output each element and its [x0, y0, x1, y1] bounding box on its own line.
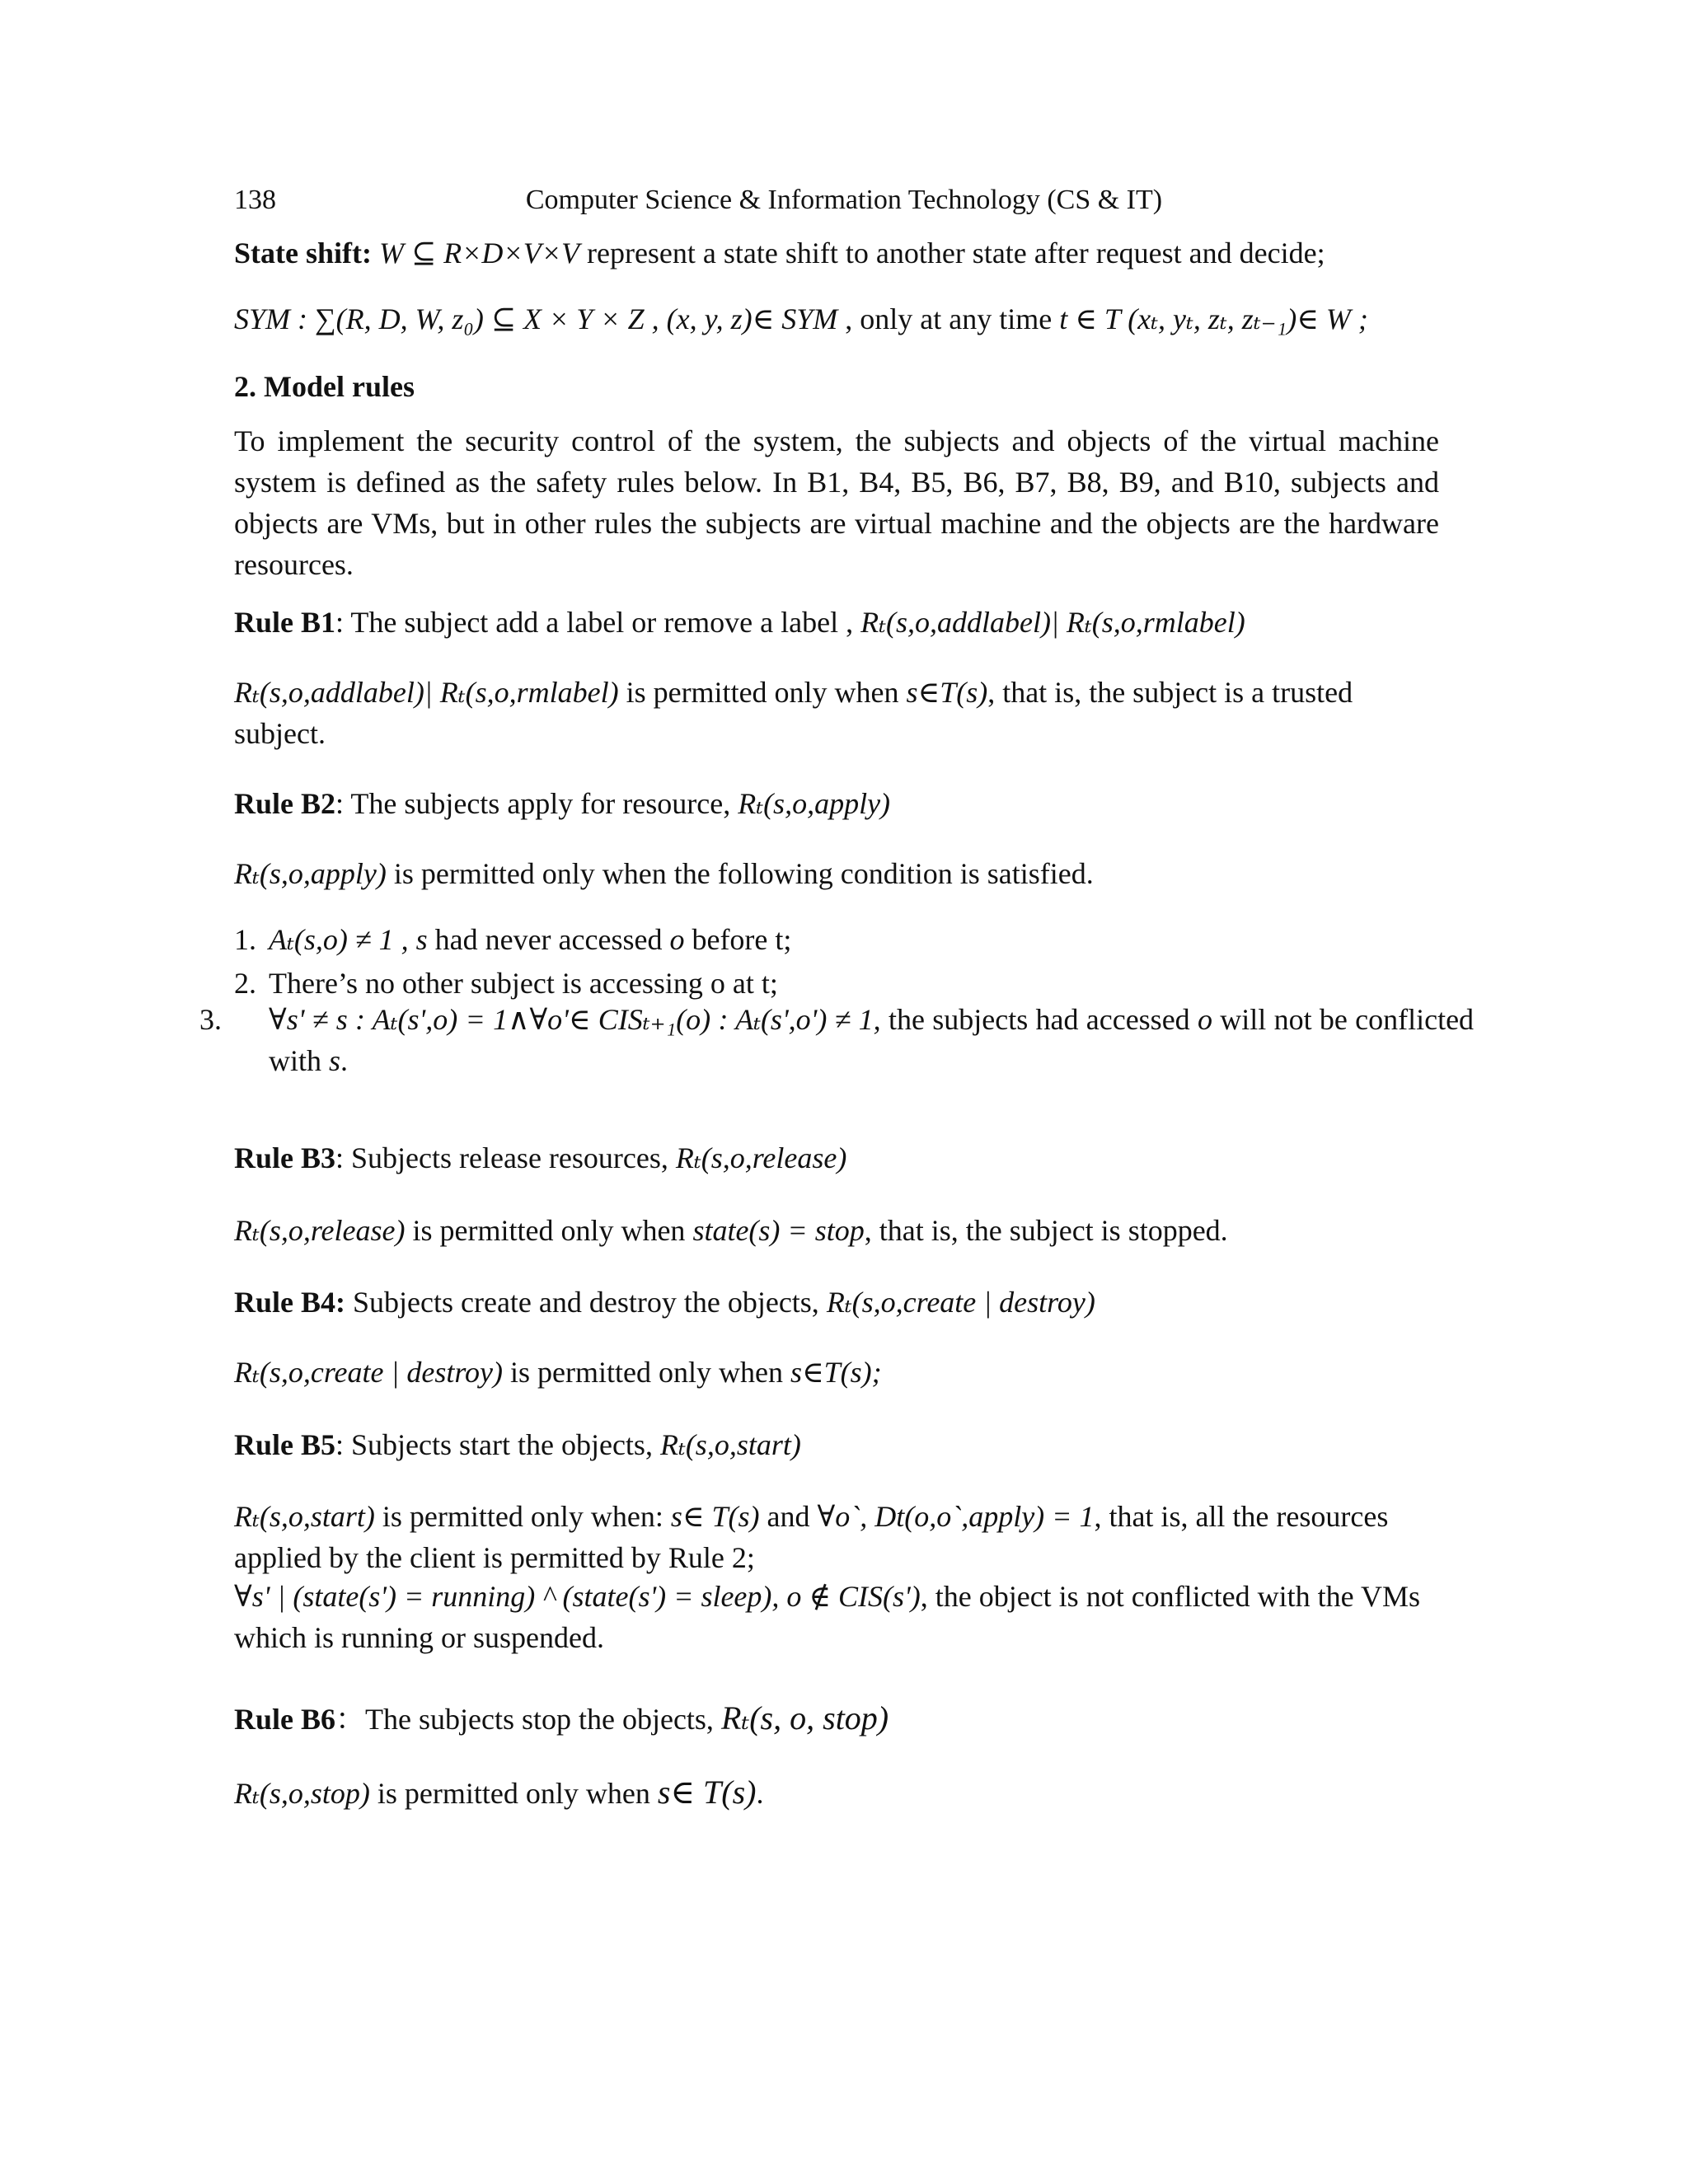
sym-formula: SYM : ∑(R, D, W, z₀) ⊆ X × Y × Z , (x, y, z)∈ SYM — [234, 302, 838, 335]
rule-b6-cond-formula: Rₜ(s,o,stop) — [234, 1777, 370, 1810]
rule-b5-cond-formula: Rₜ(s,o,start) — [234, 1500, 375, 1533]
rule-b5-formula: Rₜ(s,o,start) — [659, 1428, 801, 1461]
rule-b4-cond-text: is permitted only when — [510, 1356, 783, 1389]
list-number: 3. — [199, 1003, 222, 1036]
rule-b6-cond-text2: . — [756, 1777, 764, 1810]
rule-b6-label: Rule B6 — [234, 1703, 336, 1736]
rule-b2-item-1 — [234, 919, 1439, 960]
rule-b2-cond-text: is permitted only when the following condition is satisfied. — [393, 857, 1094, 890]
running-header: Computer Science & Information Technology (CS & IT) — [525, 185, 1163, 215]
rule-b5-cond-text3: , that is, all the resources applied by the client is permitted by Rule 2; — [234, 1500, 1389, 1574]
state-shift-text: represent a state shift to another state after request and decide; — [586, 237, 1325, 269]
rule-b5-line3-text: , the object is not conflicted with the VMs which is running or suspended. — [234, 1580, 1420, 1654]
state-shift-paragraph — [234, 232, 1439, 274]
rule-b2-label: Rule B2 — [234, 787, 336, 820]
list-text3: . — [340, 1044, 349, 1077]
section-title: 2. Model rules — [234, 370, 415, 403]
rule-b2-text: : The subjects apply for resource, — [335, 787, 731, 820]
rule-b3-cond-formula: Rₜ(s,o,release) — [234, 1214, 406, 1247]
rule-b4-formula: Rₜ(s,o,create | destroy) — [826, 1286, 1095, 1319]
rule-b5-label: Rule B5 — [234, 1428, 336, 1461]
list-number: 1. — [234, 923, 256, 956]
rule-b3-heading — [234, 1137, 1439, 1179]
state-shift-label: State shift: — [234, 237, 372, 269]
sym-formula-time: t ∈ T (xₜ, yₜ, zₜ, zₜ₋₁)∈ W ; — [1059, 302, 1368, 335]
page-number: 138 — [234, 185, 276, 215]
sym-text: , only at any time — [845, 302, 1053, 335]
rule-b2-formula: Rₜ(s,o,apply) — [738, 787, 891, 820]
rule-b1-label: Rule B1 — [234, 606, 336, 639]
rule-b3-cond-formula2: state(s) = stop — [692, 1214, 865, 1247]
rule-b1-text: : The subject add a label or remove a label , — [335, 606, 854, 639]
rule-b2-condition — [234, 853, 1439, 894]
rule-b5-cond-formula3: ∀o`, Dt(o,o`,apply) = 1 — [817, 1500, 1095, 1533]
state-shift-formula: W ⊆ R×D×V×V — [378, 237, 579, 269]
rule-b3-cond-text: is permitted only when — [412, 1214, 686, 1247]
list-formula2: o — [1197, 1003, 1212, 1036]
rule-b6-cond-formula2: s∈ T(s) — [657, 1774, 757, 1811]
rule-b3-formula: Rₜ(s,o,release) — [675, 1141, 847, 1174]
sym-paragraph — [234, 298, 1439, 340]
rule-b4-cond-formula: Rₜ(s,o,create | destroy) — [234, 1356, 504, 1389]
rule-b1-condition — [234, 672, 1439, 754]
rule-b4-text: Subjects create and destroy the objects, — [353, 1286, 819, 1319]
intro-paragraph: To implement the security control of the system, the subjects and objects of the virtual machine system is defined as the safety rules below. In B1, B4, B5, B6, B7, B8, B9, and B10, subjects and objects are VMs, but in other rules the subjects are virtual machine and the objects are the hardware resources. — [234, 424, 1439, 581]
rule-b1-cond-formula: Rₜ(s,o,addlabel)| Rₜ(s,o,rmlabel) — [234, 676, 619, 709]
rule-b4-heading — [234, 1282, 1439, 1323]
rule-b6-heading — [234, 1698, 1439, 1740]
list-text2: before t; — [692, 923, 792, 956]
list-formula3: s — [329, 1044, 341, 1077]
rule-b6-formula: Rₜ(s, o, stop) — [720, 1699, 889, 1736]
list-number: 2. — [234, 967, 256, 1000]
rule-b1-heading — [234, 602, 1439, 643]
rule-b6-condition — [234, 1772, 1439, 1814]
section-heading — [234, 366, 1439, 407]
rule-b5-condition — [234, 1496, 1439, 1578]
rule-b6-cond-text: is permitted only when — [377, 1777, 650, 1810]
rule-b3-label: Rule B3 — [234, 1141, 336, 1174]
list-formula: Aₜ(s,o) ≠ 1 , s — [269, 923, 428, 956]
rule-b5-cond-text: is permitted only when: — [382, 1500, 663, 1533]
rule-b5-condition-2 — [234, 1576, 1439, 1658]
rule-b3-text: : Subjects release resources, — [335, 1141, 668, 1174]
list-text: had never accessed — [434, 923, 663, 956]
rule-b4-cond-formula2: s∈T(s); — [790, 1356, 882, 1389]
rule-b1-cond-text: is permitted only when — [626, 676, 899, 709]
list-text: There’s no other subject is accessing o at t; — [269, 967, 778, 1000]
rule-b5-cond-text2: and — [767, 1500, 810, 1533]
list-text: the subjects had accessed — [888, 1003, 1190, 1036]
rule-b4-label: Rule B4: — [234, 1286, 345, 1319]
rule-b1-cond-formula2: s∈T(s) — [906, 676, 988, 709]
list-formula2: o — [669, 923, 685, 956]
rule-b3-cond-text2: , that is, the subject is stopped. — [864, 1214, 1228, 1247]
list-formula: ∀s' ≠ s : Aₜ(s',o) = 1∧∀o'∈ CISₜ₊₁(o) : Aₜ(s',o') ≠ 1, — [269, 1003, 881, 1036]
rule-b5-heading — [234, 1424, 1439, 1465]
rule-b2-item-3 — [199, 999, 1475, 1081]
rule-b2-item-2 — [234, 963, 1439, 1004]
rule-b2-heading — [234, 783, 1439, 824]
rule-b5-cond-formula2: s∈ T(s) — [670, 1500, 760, 1533]
rule-b5-line3-formula: ∀s' | (state(s') = running) ^ (state(s') = sleep), o ∉ CIS(s') — [234, 1580, 921, 1613]
rule-b2-cond-formula: Rₜ(s,o,apply) — [234, 857, 387, 890]
rule-b5-text: : Subjects start the objects, — [335, 1428, 653, 1461]
rule-b3-condition — [234, 1210, 1439, 1251]
rule-b6-text: ：The subjects stop the objects, — [335, 1703, 714, 1736]
rule-b4-condition — [234, 1352, 1439, 1393]
list-text2: will not be conflicted with — [269, 1003, 1475, 1077]
rule-b1-cond-text2: , that is, the subject is a trusted subject. — [234, 676, 1353, 750]
rule-b1-formula: Rₜ(s,o,addlabel)| Rₜ(s,o,rmlabel) — [860, 606, 1245, 639]
